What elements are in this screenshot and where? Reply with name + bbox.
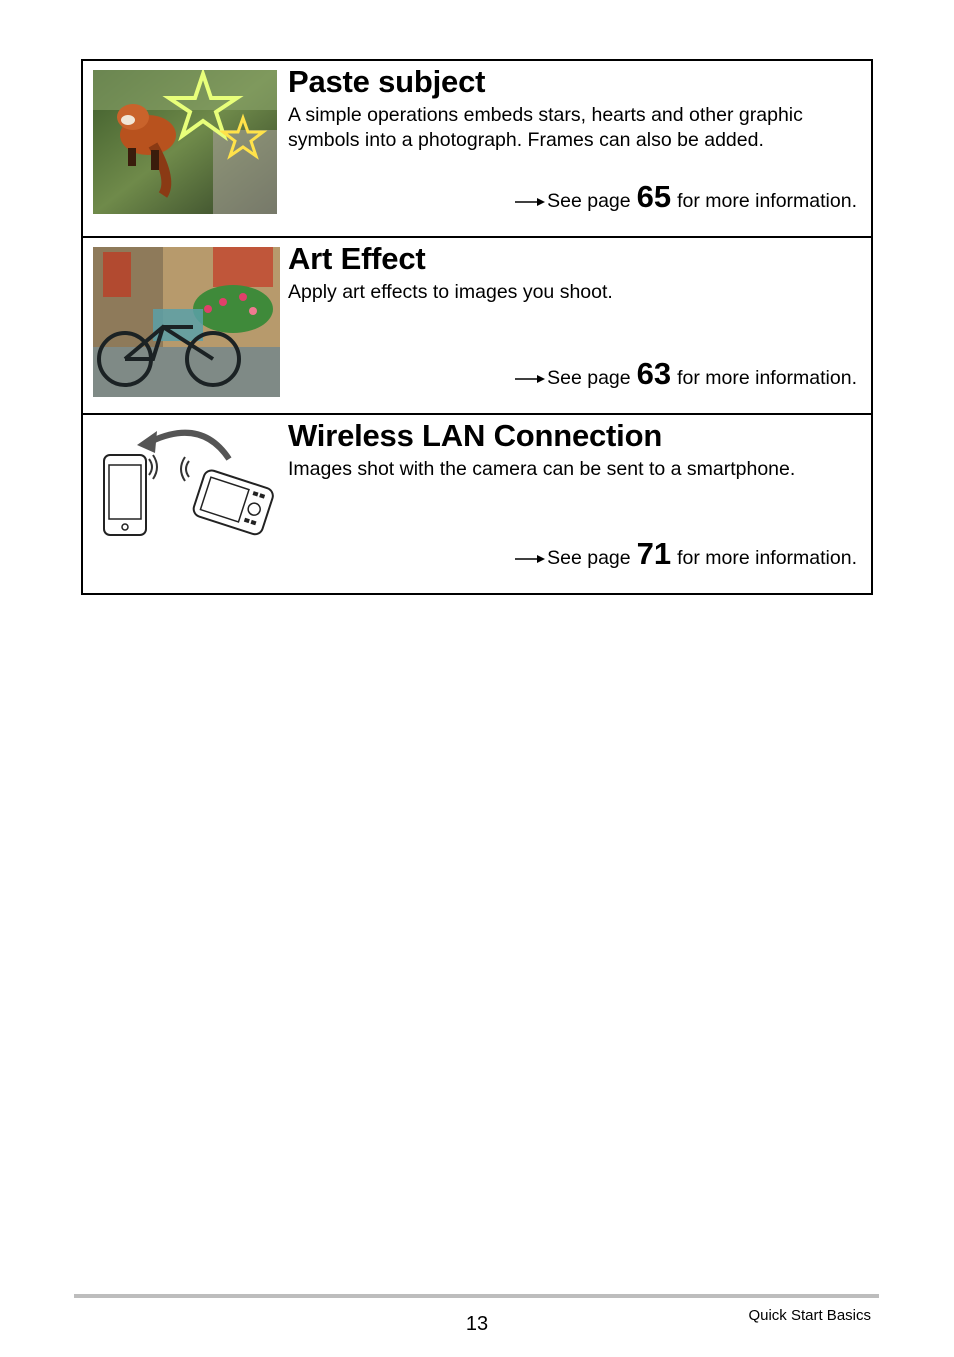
page-reference <box>515 179 857 216</box>
feature-title: Paste subject <box>288 64 486 99</box>
feature-row-wireless-lan <box>83 415 871 593</box>
camera-to-smartphone-illustration <box>97 423 277 538</box>
page-link[interactable]: 71 <box>636 536 672 571</box>
page-reference <box>515 536 857 573</box>
bicycle-art-photo <box>93 247 280 397</box>
more-info-label: for more information. <box>677 190 857 212</box>
arrow-right-icon <box>515 553 545 565</box>
arrow-right-icon <box>515 373 545 385</box>
page-reference <box>515 356 857 393</box>
more-info-label: for more information. <box>677 547 857 569</box>
feature-row-art-effect <box>83 238 871 415</box>
page-link[interactable]: 63 <box>636 356 672 391</box>
feature-title: Art Effect <box>288 241 426 276</box>
feature-title: Wireless LAN Connection <box>288 418 663 453</box>
see-page-label: See page <box>547 547 631 569</box>
feature-table <box>81 59 873 595</box>
red-panda-stars-photo <box>93 70 277 214</box>
more-info-label: for more information. <box>677 367 857 389</box>
page-link[interactable]: 65 <box>636 179 672 214</box>
feature-description: Apply art effects to images you shoot. <box>288 281 613 303</box>
arrow-right-icon <box>515 196 545 208</box>
see-page-label: See page <box>547 190 631 212</box>
footer-divider <box>74 1294 879 1298</box>
feature-description: Images shot with the camera can be sent to a smartphone. <box>288 458 796 480</box>
feature-row-paste-subject <box>83 61 871 238</box>
feature-description: A simple operations embeds stars, hearts and other graphic symbols into a photograph. Frames can also be added. <box>288 104 803 151</box>
page-number: 13 <box>465 1313 489 1335</box>
see-page-label: See page <box>547 367 631 389</box>
section-name: Quick Start Basics <box>748 1307 871 1324</box>
